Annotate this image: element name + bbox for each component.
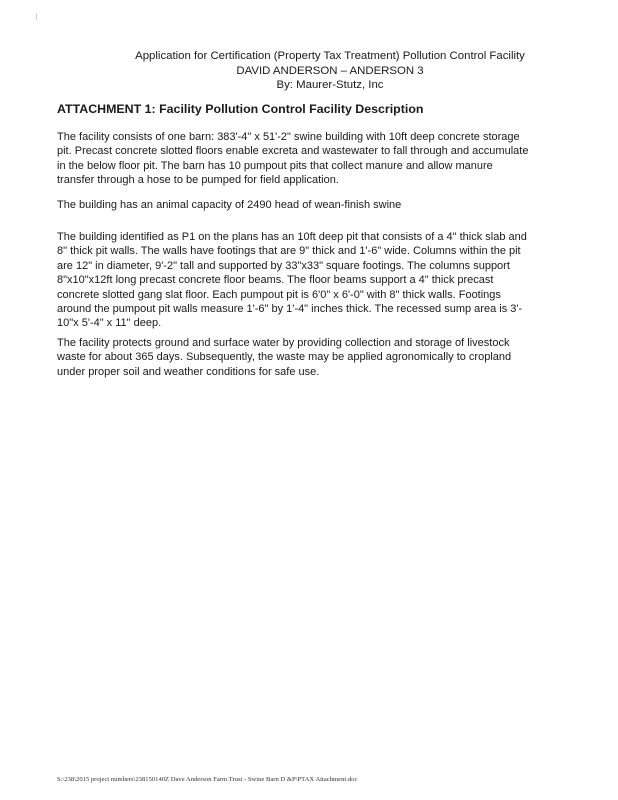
paragraph-line: waste for about 365 days. Subsequently, the waste may be applied agronomically to cropland [57, 351, 512, 364]
margin-mark [36, 13, 37, 20]
paragraph-line: The facility consists of one barn: 383'-4" x 51'-2" swine building with 10ft deep concrete storage [57, 131, 520, 143]
paragraph-building [57, 230, 577, 331]
header-title: Application for Certification (Property Tax Treatment) Pollution Control Facility [135, 50, 525, 62]
paragraph-capacity [57, 198, 577, 212]
paragraph-line: The facility protects ground and surface water by providing collection and storage of livestock [57, 337, 510, 349]
paragraph-line: 8"x10"x12ft long precast concrete floor beams. The floor beams support a 4" thick precast [57, 274, 494, 287]
paragraph-line: 8" thick pit walls. The walls have footings that are 9" thick and 1'-6" wide. Columns within the pit [57, 245, 521, 258]
paragraph-line: are 12" in diameter, 9'-2" tall and supported by 33"x33" square footings. The columns support [57, 259, 510, 272]
paragraph-line: pit. Precast concrete slotted floors enable excreta and wastewater to fall through and accumulate [57, 145, 529, 158]
document-header [60, 49, 600, 93]
paragraph-line: The building identified as P1 on the plans has an 10ft deep pit that consists of a 4" thick slab and [57, 231, 527, 243]
file-path-footer: S:\238\2015 project numbers\238150140Z Dave Anderson Farm Trust - Swine Barn D &P\PTAX Attachment.doc [57, 776, 358, 783]
paragraph-protection [57, 336, 577, 379]
paragraph-line: under proper soil and weather conditions for safe use. [57, 365, 320, 378]
paragraph-line: 10"x 5'-4" x 11" deep. [57, 317, 162, 330]
paragraph-line: The building has an animal capacity of 2490 head of wean-finish swine [57, 199, 402, 211]
attachment-heading: ATTACHMENT 1: Facility Pollution Control Facility Description [57, 102, 424, 116]
header-byline: By: Maurer-Stutz, Inc [276, 79, 384, 91]
paragraph-line: around the pumpout pit walls measure 1'-6" by 1'-4" inches thick. The recessed sump area is 3'- [57, 303, 523, 316]
paragraph-line: concrete slotted gang slat floor. Each pumpout pit is 6'0" x 6'-0" with 8" thick walls. Footings [57, 288, 501, 301]
header-subtitle: DAVID ANDERSON – ANDERSON 3 [236, 64, 424, 77]
paragraph-facility [57, 130, 577, 188]
paragraph-line: in the below floor pit. The barn has 10 pumpout pits that collect manure and allow manure [57, 159, 493, 172]
paragraph-line: transfer through a hose to be pumped for field application. [57, 174, 339, 187]
